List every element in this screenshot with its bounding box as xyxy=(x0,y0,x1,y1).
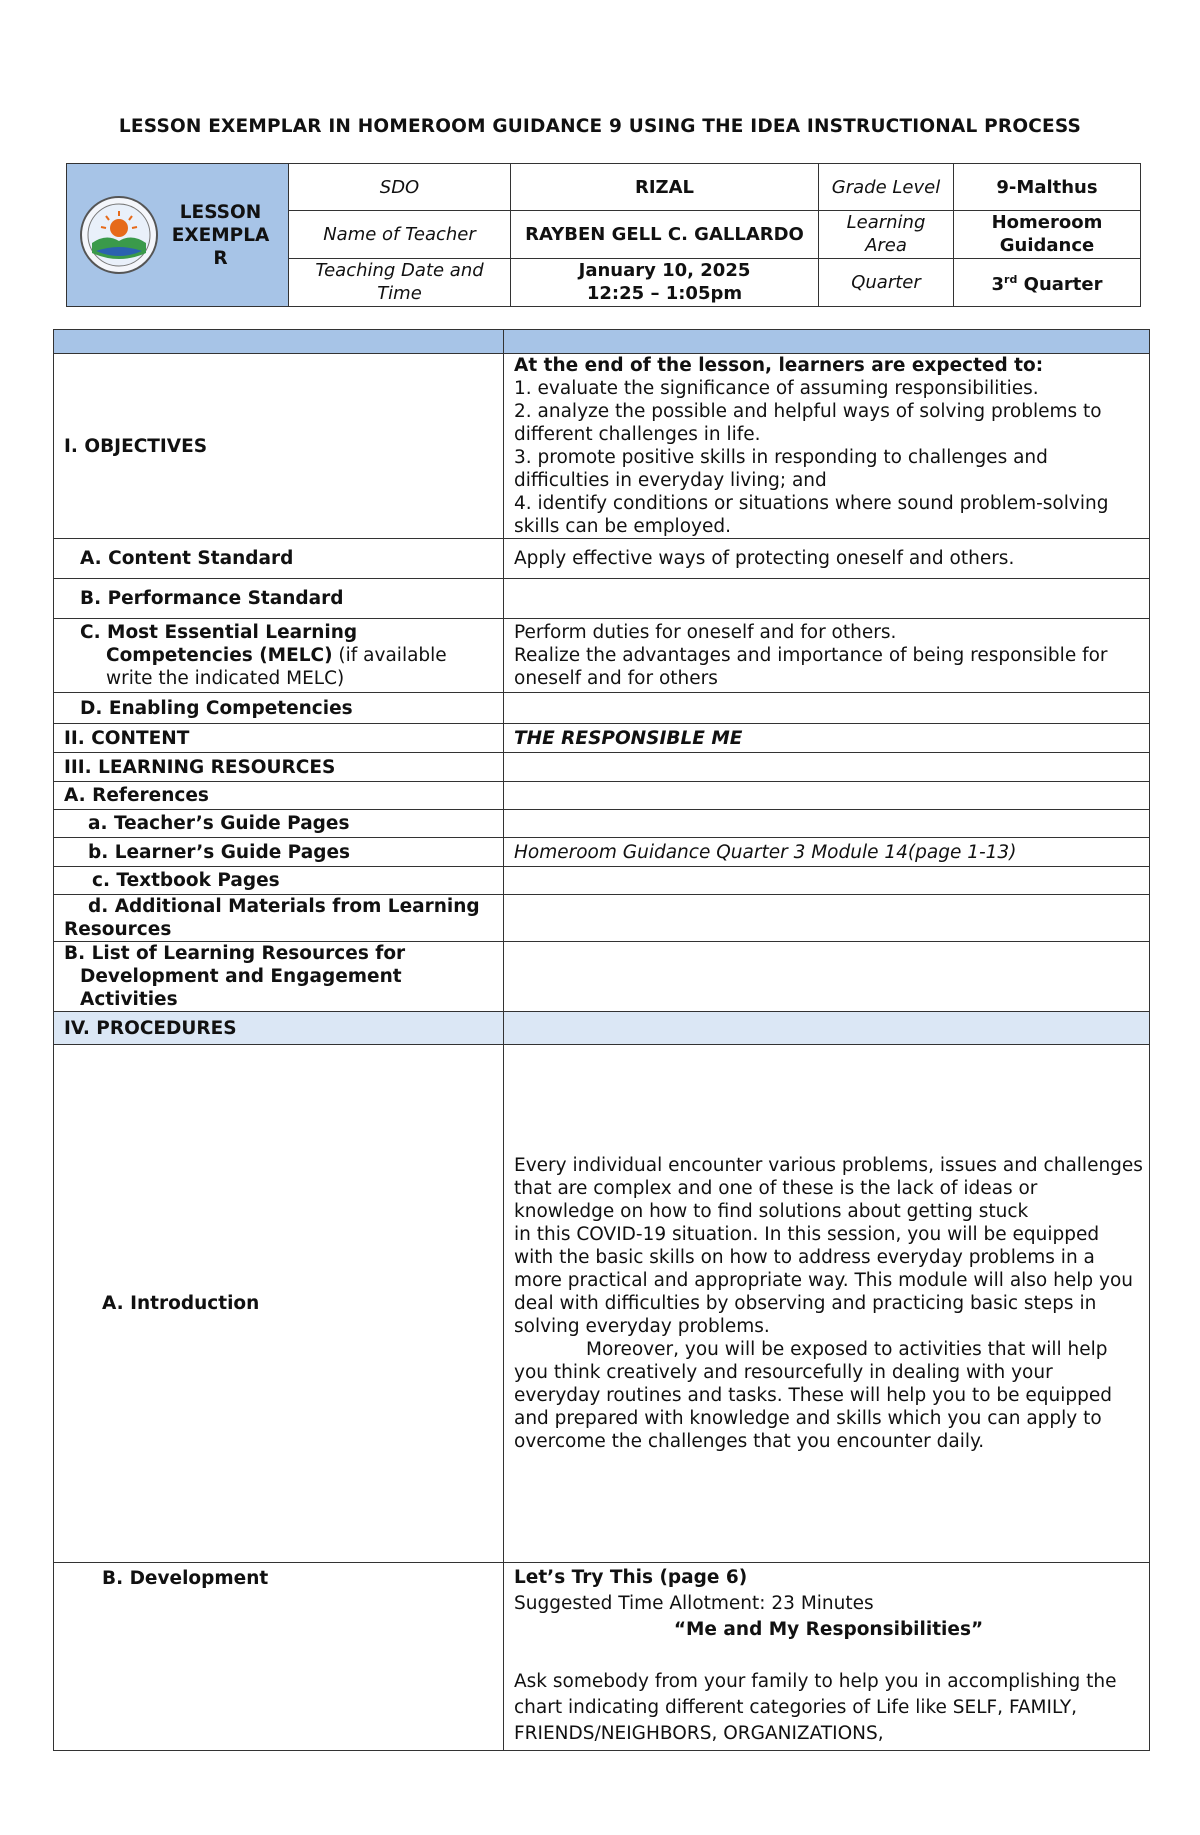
objective-item: 3. promote positive skills in responding to challenges and difficulties in everyday living; and xyxy=(514,447,1048,491)
procedures-label: IV. PROCEDURES xyxy=(54,1012,504,1045)
quarter-word: Quarter xyxy=(1023,274,1103,296)
learning-resources-list-label: B. List of Learning Resources for Development and Engagement Activities xyxy=(54,942,504,1012)
development-content xyxy=(504,1563,1150,1751)
references-label: A. References xyxy=(54,782,504,810)
melc-label-note: (if available write the indicated MELC) xyxy=(106,645,447,689)
learning-area-label: Learning Area xyxy=(819,211,954,258)
melc-label-bold: C. Most Essential Learning Competencies (MELC) xyxy=(80,622,358,666)
melc-line: Perform duties for oneself and for others. xyxy=(514,622,897,643)
teacher-name-value: RAYBEN GELL C. GALLARDO xyxy=(511,211,819,258)
objective-item: 1. evaluate the significance of assuming responsibilities. xyxy=(514,378,1039,399)
quarter-number: 3 xyxy=(991,274,1005,296)
development-time: Suggested Time Allotment: 23 Minutes xyxy=(514,1593,874,1614)
header-info-table xyxy=(66,163,1141,307)
content-label: II. CONTENT xyxy=(54,724,504,753)
content-standard-label: A. Content Standard xyxy=(54,539,504,579)
quarter-label: Quarter xyxy=(819,258,954,306)
lesson-plan-table xyxy=(53,329,1150,1751)
melc-content xyxy=(504,619,1150,693)
additional-materials-label: d. Additional Materials from Learning Resources xyxy=(54,895,504,942)
learner-guide-value: Homeroom Guidance Quarter 3 Module 14(page 1-13) xyxy=(504,838,1150,867)
grade-level-label: Grade Level xyxy=(819,164,954,211)
teaching-date-label: Teaching Date and Time xyxy=(289,258,511,306)
learning-resources-label: III. LEARNING RESOURCES xyxy=(54,753,504,782)
learning-area-value: Homeroom Guidance xyxy=(954,211,1141,258)
deped-seal-icon xyxy=(79,195,159,275)
sdo-value: RIZAL xyxy=(511,164,819,211)
development-activity-title: “Me and My Responsibilities” xyxy=(673,1619,984,1640)
objectives-lead: At the end of the lesson, learners are expected to: xyxy=(514,355,1044,376)
objectives-label: I. OBJECTIVES xyxy=(54,354,504,539)
sdo-label: SDO xyxy=(289,164,511,211)
textbook-label: c. Textbook Pages xyxy=(54,867,504,895)
grade-level-value: 9-Malthus xyxy=(954,164,1141,211)
content-value: THE RESPONSIBLE ME xyxy=(504,724,1150,753)
melc-line: Realize the advantages and importance of being responsible for oneself and for others xyxy=(514,645,1108,689)
objectives-content xyxy=(504,354,1150,539)
teacher-guide-label: a. Teacher’s Guide Pages xyxy=(54,810,504,838)
teacher-name-label: Name of Teacher xyxy=(289,211,511,258)
development-heading: Let’s Try This (page 6) xyxy=(514,1567,748,1588)
teaching-time: 12:25 – 1:05pm xyxy=(586,283,743,305)
development-label: B. Development xyxy=(54,1563,504,1751)
objective-item: 4. identify conditions or situations where sound problem-solving skills can be employed. xyxy=(514,493,1109,537)
performance-standard-label: B. Performance Standard xyxy=(54,579,504,619)
introduction-paragraph: Every individual encounter various problems, issues and challenges that are complex and one of these is the lack of ideas or knowledge on how to find solutions about getting stuck xyxy=(514,1155,1143,1222)
document-title: LESSON EXEMPLAR IN HOMEROOM GUIDANCE 9 USING THE IDEA INSTRUCTIONAL PROCESS xyxy=(118,116,1082,137)
logo-label: LESSON EXEMPLA R xyxy=(171,201,270,269)
quarter-value xyxy=(954,258,1141,306)
objectives-row xyxy=(54,354,1150,539)
logo-cell xyxy=(67,164,289,307)
introduction-label: A. Introduction xyxy=(54,1045,504,1563)
objective-item: 2. analyze the possible and helpful ways of solving problems to different challenges in life. xyxy=(514,401,1102,445)
introduction-content xyxy=(504,1045,1150,1563)
development-instructions: Ask somebody from your family to help you in accomplishing the chart indicating different categories of Life like SELF, FAMILY, FRIENDS/NEIGHBORS, ORGANIZATIONS, xyxy=(514,1671,1117,1744)
performance-standard-value xyxy=(504,579,1150,619)
introduction-paragraph: in this COVID-19 situation. In this session, you will be equipped with the basic skills on how to address everyday problems in a more practical and appropriate way. This module will also help you deal with difficulties by observing and practicing basic steps in solving everyday problems. xyxy=(514,1224,1133,1337)
teaching-date-value xyxy=(511,258,819,306)
content-standard-value: Apply effective ways of protecting oneself and others. xyxy=(504,539,1150,579)
quarter-suffix: rd xyxy=(1004,273,1018,287)
introduction-paragraph: Moreover, you will be exposed to activities that will help you think creatively and resourcefully in dealing with your everyday routines and tasks. These will help you to be equipped and prepared with knowledge and skills which you can apply to overcome the challenges that you encounter daily. xyxy=(514,1339,1113,1452)
melc-label xyxy=(54,619,504,693)
teaching-date: January 10, 2025 xyxy=(578,260,751,282)
enabling-competencies-label: D. Enabling Competencies xyxy=(54,693,504,724)
learner-guide-label: b. Learner’s Guide Pages xyxy=(54,838,504,867)
